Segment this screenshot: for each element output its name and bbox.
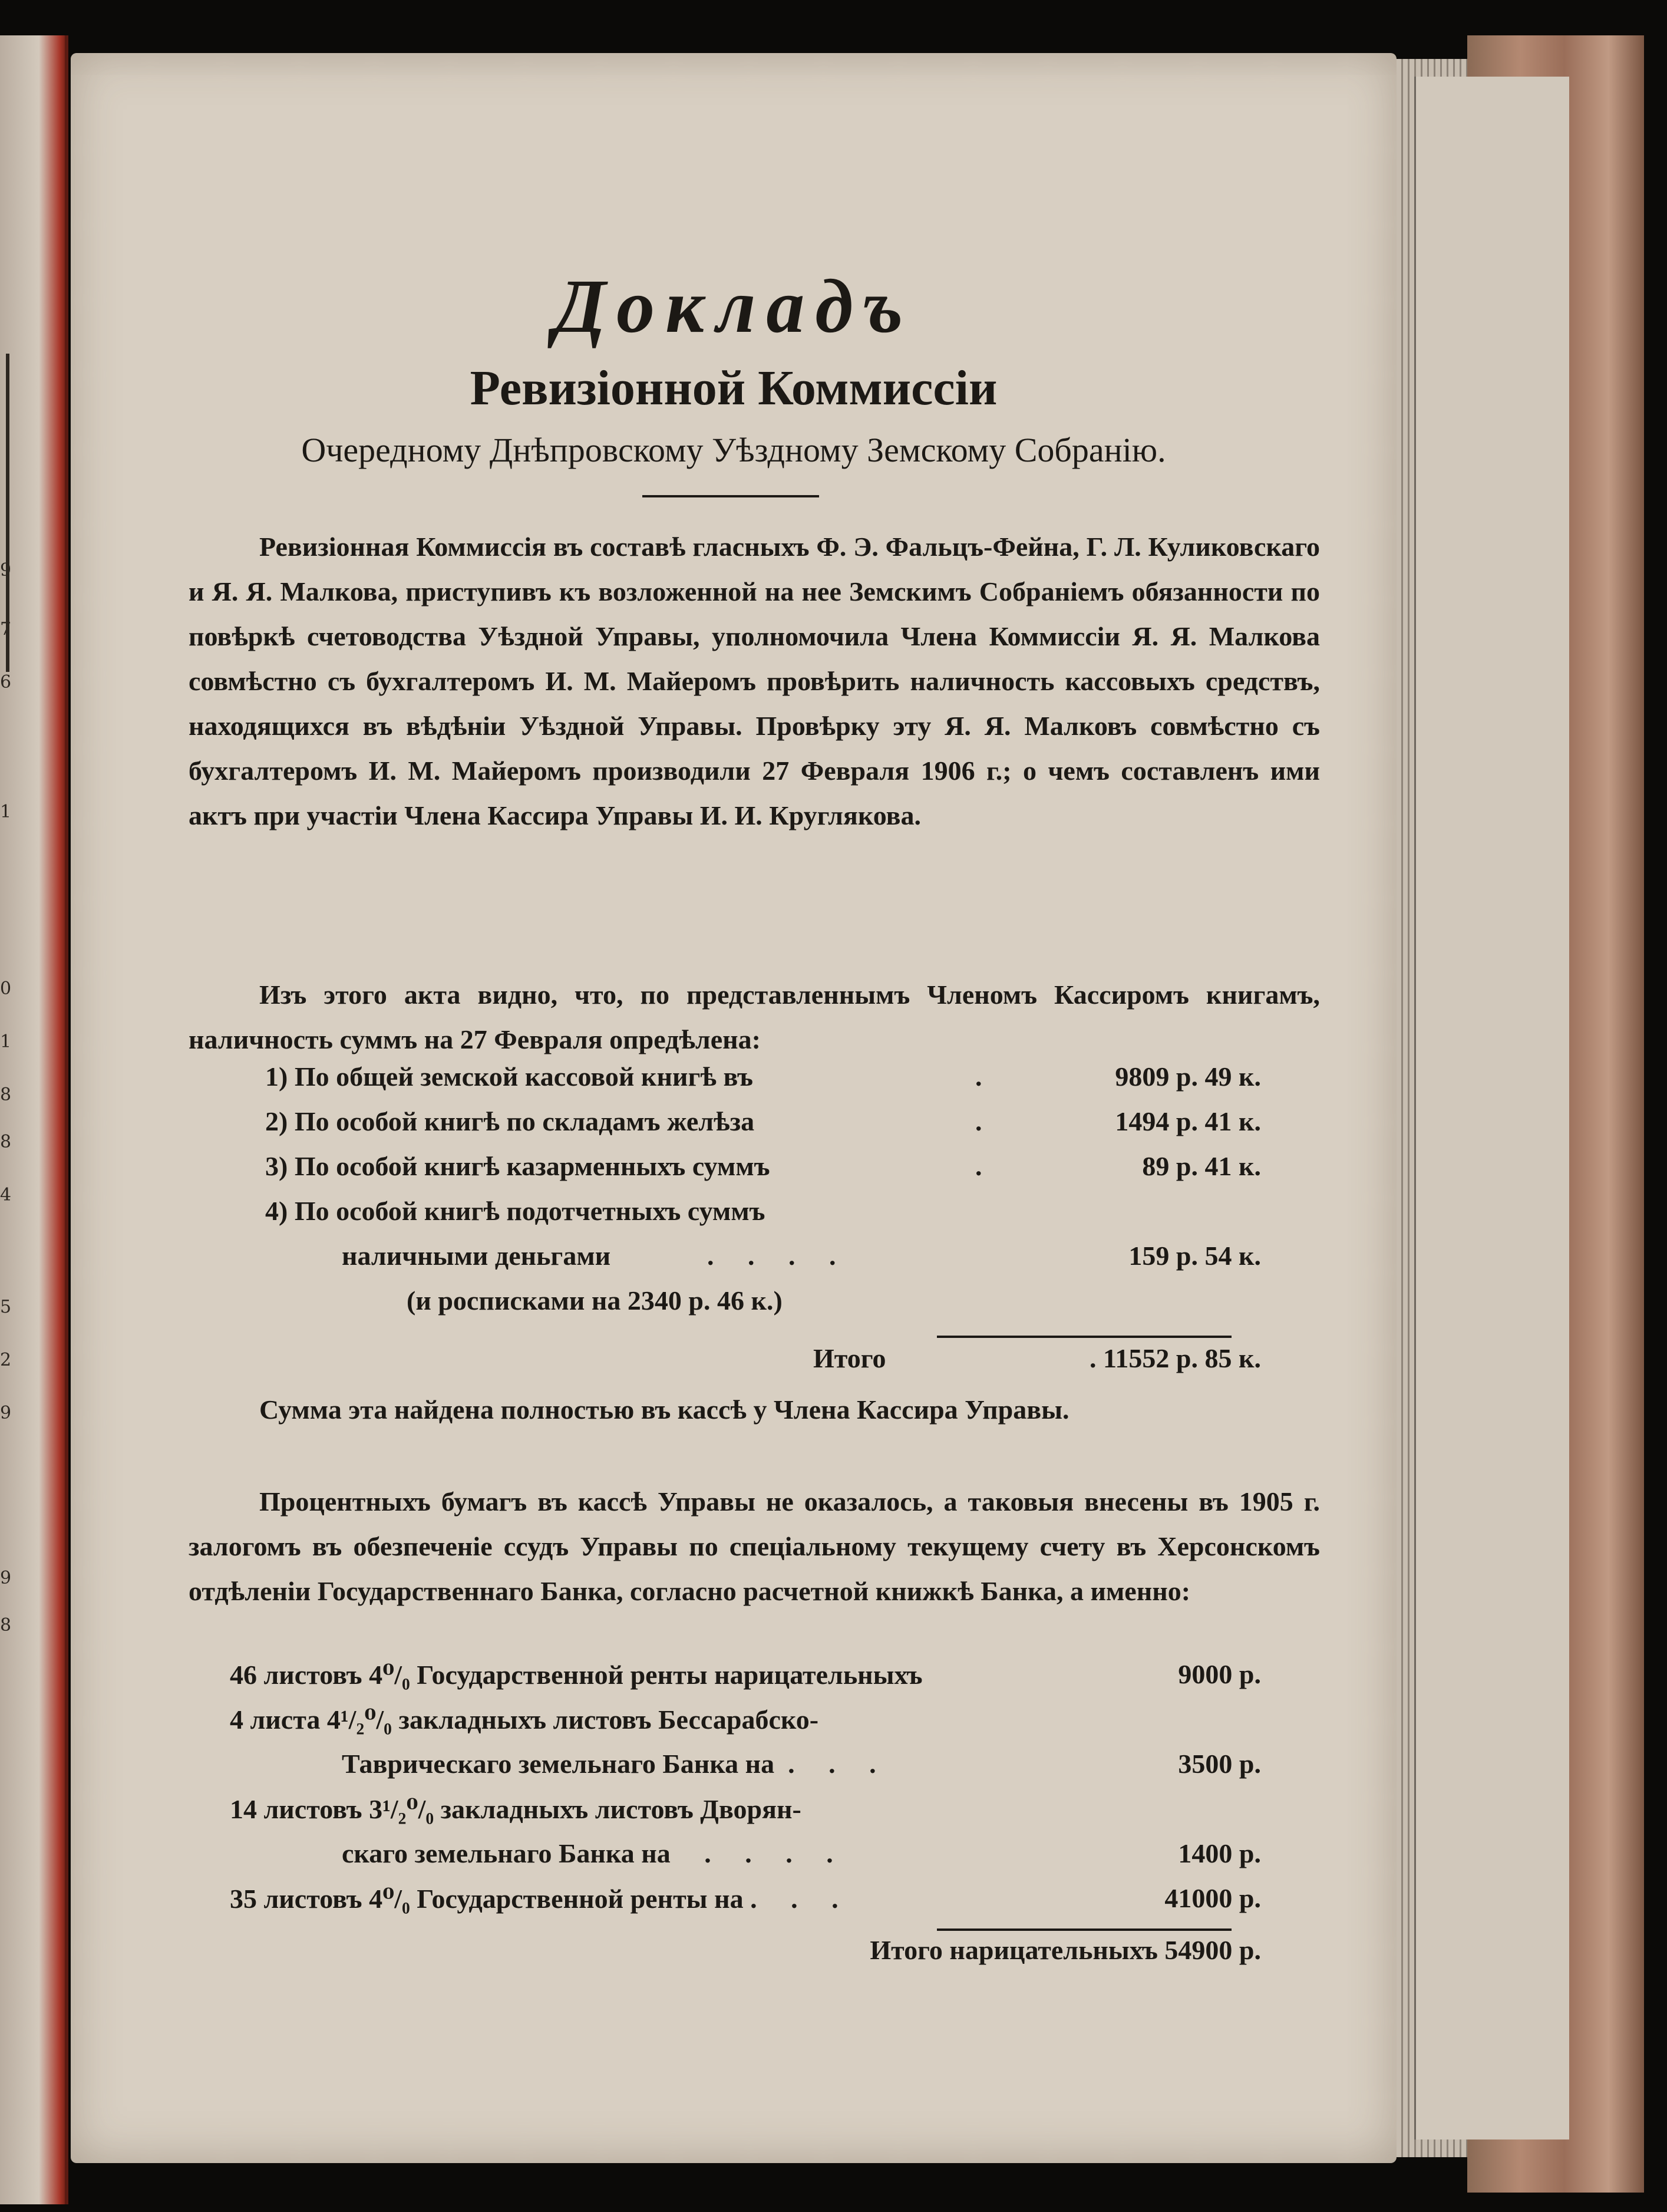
document-page — [71, 53, 1397, 2163]
security-amount: 41000 р. — [1164, 1883, 1261, 1913]
margin-fragment: 9 — [0, 560, 12, 581]
security-amount: 9000 р. — [1178, 1659, 1261, 1689]
document-title: Докладъ — [553, 264, 914, 349]
security-amount: 3500 р. — [1178, 1749, 1261, 1779]
document-addressee: Очередному Днѣпровскому Уѣздному Земскому Собранію. — [301, 431, 1166, 469]
title-divider — [642, 495, 819, 497]
margin-fragment: 4 — [0, 1185, 12, 1205]
document-subtitle: Ревизіонной Коммиссіи — [470, 361, 998, 416]
total-value: . 11552 р. 85 к. — [1089, 1343, 1261, 1373]
cash-item-amount: 89 р. 41 к. — [1142, 1151, 1261, 1181]
margin-fragment: 6 — [0, 672, 12, 693]
margin-fragment: 0 — [0, 978, 12, 999]
margin-fragment: 7 — [0, 619, 12, 639]
cash-item-label: 3) По особой книгѣ казарменныхъ суммъ — [265, 1151, 770, 1181]
total-rule — [937, 1336, 1232, 1338]
security-text: Таврическаго земельнаго Банка на . . . — [342, 1749, 876, 1779]
paragraph-4: Процентныхъ бумагъ въ кассѣ Управы не оказалось, а таковыя внесены въ 1905 г. залогомъ въ обезпеченіе ссудъ Управы по спеціальному текущему счету въ Херсонскомъ отдѣленіи Государственнаго Банка, согласно расчетной книжкѣ Банка, а именно: — [189, 1486, 1320, 1606]
cash-item-amount: 1494 р. 41 к. — [1115, 1106, 1261, 1136]
left-page-edge — [0, 35, 68, 2204]
cash-item-dots: . — [975, 1106, 982, 1136]
receipts-note: (и росписками на 2340 р. 46 к.) — [407, 1285, 783, 1316]
cash-item-label: 4) По особой книгѣ подотчетныхъ суммъ — [265, 1196, 765, 1226]
margin-fragment: 8 — [0, 1132, 12, 1152]
margin-fragment: 5 — [0, 1297, 12, 1317]
security-amount: 1400 р. — [1178, 1838, 1261, 1868]
cash-item-dots: . — [975, 1062, 982, 1092]
security-text: скаго земельнаго Банка на . . . . — [342, 1838, 833, 1868]
paragraph-3: Сумма эта найдена полностью въ кассѣ у Члена Кассира Управы. — [259, 1395, 1069, 1425]
cash-item-dots: . — [975, 1151, 982, 1181]
security-text: 4 листа 4¹/₂⁰/₀ закладныхъ листовъ Бессарабско- — [230, 1705, 819, 1735]
cash-item-label: наличными деньгами — [342, 1241, 611, 1271]
margin-fragment: 9 — [0, 1568, 12, 1588]
margin-fragment: 8 — [0, 1084, 12, 1105]
cash-item-dots: . . . . — [707, 1241, 836, 1271]
margin-fragment: 1 — [0, 1031, 12, 1052]
cash-item-label: 1) По общей земской кассовой книгѣ въ — [265, 1062, 753, 1092]
margin-fragment: 9 — [0, 1403, 12, 1423]
cash-item-label: 2) По особой книгѣ по складамъ желѣза — [265, 1106, 755, 1136]
securities-total-rule — [937, 1929, 1232, 1931]
paragraph-1: Ревизіонная Коммиссія въ составѣ гласныхъ Ф. Э. Фальцъ-Фейна, Г. Л. Куликовскаго и Я. Я. Малкова, приступивъ къ возложенной на нее Земскимъ Собраніемъ обязанности по повѣркѣ счетоводства Уѣздной Управы, уполномочила Члена Коммиссіи Я. Я. Малкова совмѣстно съ бухгалтеромъ И. М. Майеромъ провѣрить наличность кассовыхъ средствъ, находящихся въ вѣдѣніи Уѣздной Управы. Провѣрку эту Я. Я. Малковъ совмѣстно съ бухгалтеромъ И. М. Майеромъ производили 27 Февраля 1906 г.; о чемъ составленъ ими актъ при участіи Члена Кассира Управы И. И. Круглякова. — [189, 532, 1320, 830]
total-label: Итого — [813, 1343, 886, 1373]
margin-fragment: 8 — [0, 1615, 12, 1636]
paragraph-2: Изъ этого акта видно, что, по представленнымъ Членомъ Кассиромъ книгамъ, наличность суммъ на 27 Февраля опредѣлена: — [189, 980, 1320, 1054]
margin-fragment: 1 — [0, 802, 12, 822]
cash-item-amount: 159 р. 54 к. — [1128, 1241, 1261, 1271]
next-page-edge — [1414, 77, 1569, 2140]
security-text: 46 листовъ 4⁰/₀ Государственной ренты нарицательныхъ — [230, 1660, 923, 1690]
securities-total: Итого нарицательныхъ 54900 р. — [870, 1935, 1261, 1965]
security-text: 35 листовъ 4⁰/₀ Государственной ренты на . . . — [230, 1884, 839, 1914]
margin-fragment: 2 — [0, 1350, 12, 1370]
security-text: 14 листовъ 3¹/₂⁰/₀ закладныхъ листовъ Дворян- — [230, 1794, 801, 1824]
cash-item-amount: 9809 р. 49 к. — [1115, 1062, 1261, 1092]
